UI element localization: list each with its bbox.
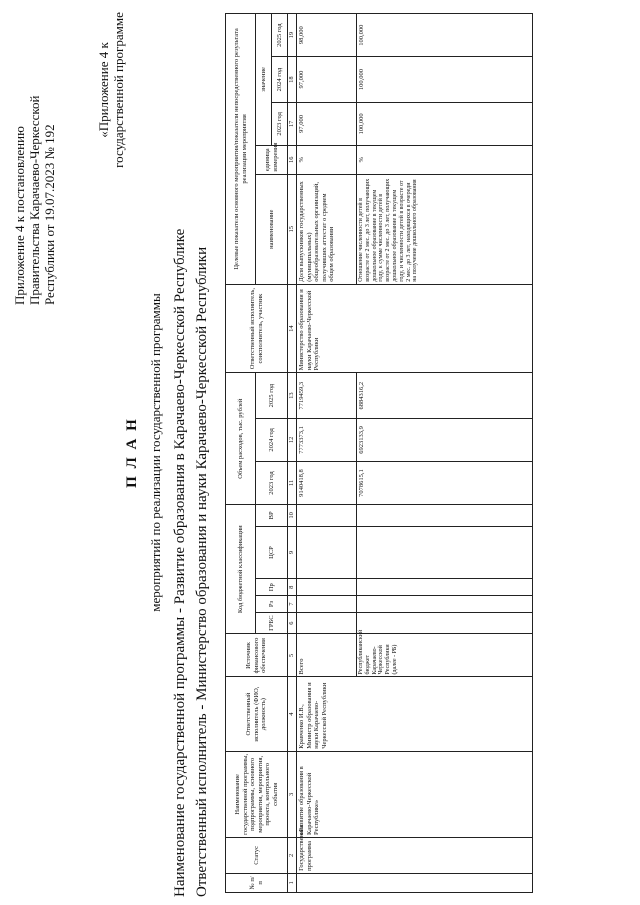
column-number: 12	[288, 418, 297, 461]
appendix-line: государственной программе	[111, 12, 126, 168]
column-number: 2	[288, 837, 297, 873]
cell-val-2024: 97,000	[297, 57, 357, 102]
cell-indicator: Доля выпускников государственных (муниципальных) общеобразовательных организаций, получивших аттестат о среднем общем образовании	[297, 174, 357, 284]
table-row	[297, 14, 357, 893]
header-indicator: наименование	[256, 174, 288, 284]
header-grbs: ГРБС	[256, 612, 288, 634]
header-expenses: Объем расходов, тыс. рублей	[226, 373, 256, 505]
column-number: 9	[288, 526, 297, 579]
header-exp-2025: 2025 год	[256, 373, 288, 418]
cell-source: Республиканский бюджет Карачаево-Черкесской Республики (далее - РБ)	[357, 634, 533, 677]
executor-line: Ответственный исполнитель - Министерство образования и науки Карачаево-Черкесской Республики	[194, 246, 210, 897]
cell-status: Государственная программа	[297, 837, 533, 873]
cell-val-2024: 100,000	[357, 57, 533, 102]
column-number: 17	[288, 102, 297, 145]
column-number: 5	[288, 634, 297, 677]
header-csr: ЦСР	[256, 526, 288, 579]
cell-rz	[297, 596, 357, 613]
header-status: Статус	[226, 837, 288, 873]
cell-unit: %	[357, 145, 533, 174]
cell-exp-2024: 6923133,9	[357, 418, 533, 461]
appendix-line: «Приложение 4 к	[96, 42, 111, 138]
column-number: 8	[288, 579, 297, 596]
decree-reference	[12, 5, 57, 305]
decree-line: Республики от 19.07.2023 № 192	[42, 124, 57, 305]
header-exp-2024: 2024 год	[256, 418, 288, 461]
cell-pr	[357, 579, 533, 596]
column-number: 11	[288, 461, 297, 504]
cell-val-2025: 98,000	[297, 14, 357, 57]
column-number: 6	[288, 612, 297, 634]
cell-vr	[297, 505, 357, 527]
header-targets: Целевые показатели основного мероприятия/показатели непосредственного результата реализации мероприятия	[226, 14, 256, 285]
cell-val-2023: 97,000	[297, 102, 357, 145]
header-executor: Ответственный исполнитель, соисполнитель, участник	[226, 284, 288, 373]
column-number: 18	[288, 57, 297, 102]
header-responsible: Ответственный исполнитель (ФИО, должность)	[226, 677, 288, 751]
header-name: Наименование государственной программы, подпрограммы, основного мероприятия, мероприятия, проекта, контрольного события	[226, 751, 288, 837]
cell-exp-2023: 7078615,1	[357, 461, 533, 504]
decree-line: Приложение 4 к постановлению	[12, 126, 27, 305]
column-number: 10	[288, 505, 297, 527]
cell-val-2023: 100,000	[357, 102, 533, 145]
column-number: 15	[288, 174, 297, 284]
header-rz: Рз	[256, 596, 288, 613]
cell-exp-2024: 7773373,1	[297, 418, 357, 461]
cell-grbs	[357, 612, 533, 634]
header-source: Источник финансового обеспечения	[226, 634, 288, 677]
header-pr: Пр	[256, 579, 288, 596]
column-number: 13	[288, 373, 297, 418]
program-name-line: Наименование государственной программы - Развитие образования в Карачаево-Черкесской Республике	[172, 228, 188, 897]
cell-indicator: Отношение численности детей в возрасте от 2 мес. до 3 лет, получающих дошкольное образование в текущем году, к сумме численности детей в возрасте от 2 мес. до 3 лет, получающих дошкольное образование в текущем году, и численности детей в возрасте от 2 мес. до 3 лет, находящихся в очереди на получение дошкольного образования	[357, 174, 533, 284]
column-number: 7	[288, 596, 297, 613]
header-val-2023: 2023 год	[272, 102, 288, 145]
header-exp-2023: 2023 год	[256, 461, 288, 504]
plan-table	[225, 13, 533, 893]
column-number: 1	[288, 873, 297, 892]
header-value: значение	[256, 14, 272, 146]
cell-source: Всего	[297, 634, 357, 677]
decree-line: Правительства Карачаево-Черкесской	[27, 95, 42, 305]
cell-csr	[297, 526, 357, 579]
cell-grbs	[297, 612, 357, 634]
cell-vr	[357, 505, 533, 527]
cell-pr	[297, 579, 357, 596]
header-num: № п/п	[226, 873, 288, 892]
appendix-reference	[96, 5, 126, 175]
cell-csr	[357, 526, 533, 579]
header-unit: единица измерения	[256, 145, 288, 174]
cell-rz	[357, 596, 533, 613]
cell-exp-2023: 9140418,8	[297, 461, 357, 504]
column-number: 4	[288, 677, 297, 751]
cell-program-name: «Развитие образования в Карачаево-Черкесской Республике»	[297, 751, 533, 837]
column-number: 3	[288, 751, 297, 837]
cell-num	[297, 873, 533, 892]
document-subtitle: мероприятий по реализации государственной программы	[148, 293, 163, 612]
column-number: 14	[288, 284, 297, 373]
cell-responsible: Кравченко И.В., Министр образования и науки Карачаево-Черкесской Республики	[297, 677, 533, 751]
header-val-2025: 2025 год	[272, 14, 288, 57]
header-val-2024: 2024 год	[272, 57, 288, 102]
cell-val-2025: 100,000	[357, 14, 533, 57]
column-number-row	[288, 14, 297, 893]
column-number: 16	[288, 145, 297, 174]
cell-exp-2025: 7719459,3	[297, 373, 357, 418]
cell-unit: %	[297, 145, 357, 174]
cell-exp-2025: 6884316,2	[357, 373, 533, 418]
header-vr: ВР	[256, 505, 288, 527]
column-number: 19	[288, 14, 297, 57]
cell-executor: Министерство образования и науки Карачаево-Черкесской Республики	[297, 284, 533, 373]
header-budget-code: Код бюджетной классификации	[226, 505, 256, 634]
document-title: П Л А Н	[124, 417, 140, 488]
